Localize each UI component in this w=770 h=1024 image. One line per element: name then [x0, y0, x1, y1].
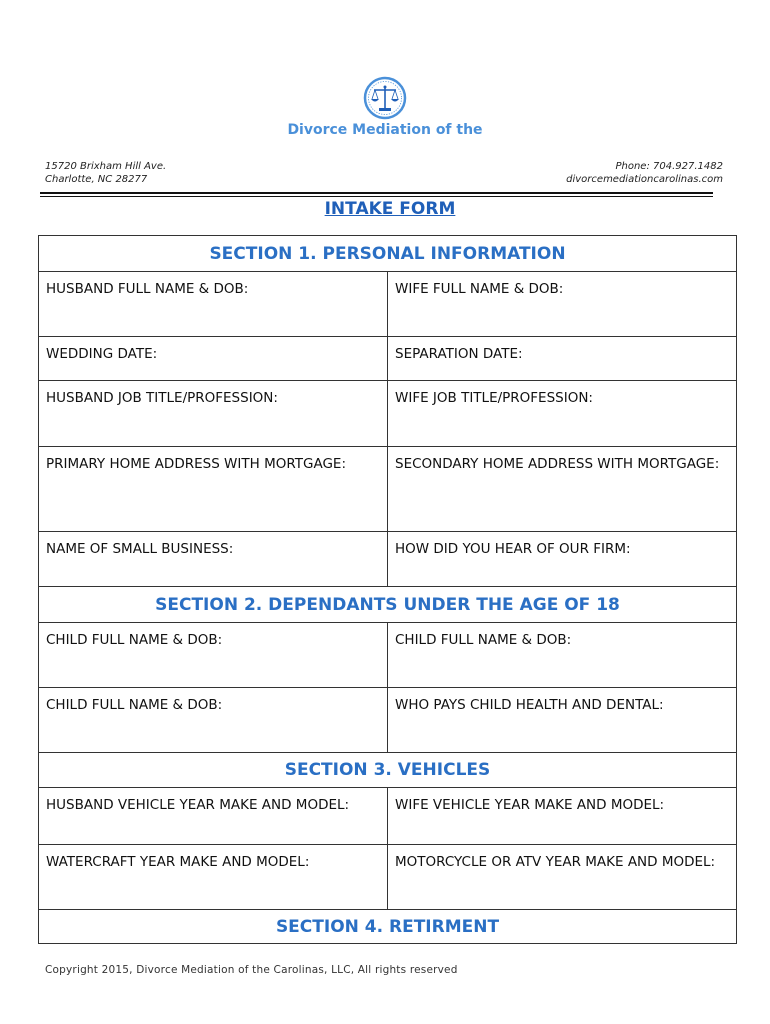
- table-row: [39, 845, 737, 910]
- table-row: [39, 788, 737, 845]
- section-2-title: SECTION 2. DEPENDANTS UNDER THE AGE OF 18: [39, 587, 737, 623]
- watercraft-field[interactable]: WATERCRAFT YEAR MAKE AND MODEL:: [39, 845, 388, 910]
- section-1-title: SECTION 1. PERSONAL INFORMATION: [39, 236, 737, 272]
- wedding-date-field[interactable]: WEDDING DATE:: [39, 337, 388, 381]
- husband-job-field[interactable]: HUSBAND JOB TITLE/PROFESSION:: [39, 381, 388, 447]
- organization-name: Divorce Mediation of the: [287, 122, 483, 138]
- table-row: [39, 532, 737, 587]
- scales-of-justice-logo-icon: [361, 76, 409, 120]
- contact-info: [566, 160, 723, 186]
- child-health-dental-payer-field[interactable]: WHO PAYS CHILD HEALTH AND DENTAL:: [388, 688, 737, 753]
- section-header-row: [39, 753, 737, 788]
- website-link[interactable]: divorcemediationcarolinas.com: [566, 174, 723, 185]
- section-3-title: SECTION 3. VEHICLES: [39, 753, 737, 788]
- wife-name-dob-field[interactable]: WIFE FULL NAME & DOB:: [388, 272, 737, 337]
- phone-number: Phone: 704.927.1482: [615, 161, 723, 172]
- husband-vehicle-field[interactable]: HUSBAND VEHICLE YEAR MAKE AND MODEL:: [39, 788, 388, 845]
- separation-date-field[interactable]: SEPARATION DATE:: [388, 337, 737, 381]
- primary-home-address-field[interactable]: PRIMARY HOME ADDRESS WITH MORTGAGE:: [39, 447, 388, 532]
- header-divider-thick: [40, 192, 713, 194]
- child-3-name-dob-field[interactable]: CHILD FULL NAME & DOB:: [39, 688, 388, 753]
- wife-vehicle-field[interactable]: WIFE VEHICLE YEAR MAKE AND MODEL:: [388, 788, 737, 845]
- referral-source-field[interactable]: HOW DID YOU HEAR OF OUR FIRM:: [388, 532, 737, 587]
- table-row: [39, 381, 737, 447]
- table-row: [39, 272, 737, 337]
- section-header-row: [39, 587, 737, 623]
- address-line-1: 15720 Brixham Hill Ave.: [45, 161, 167, 172]
- table-row: [39, 623, 737, 688]
- table-row: [39, 447, 737, 532]
- mailing-address: [45, 160, 166, 186]
- header-divider-thin: [40, 196, 713, 197]
- wife-job-field[interactable]: WIFE JOB TITLE/PROFESSION:: [388, 381, 737, 447]
- small-business-name-field[interactable]: NAME OF SMALL BUSINESS:: [39, 532, 388, 587]
- form-title: INTAKE FORM: [324, 199, 456, 219]
- section-header-row: [39, 236, 737, 272]
- section-4-title: SECTION 4. RETIRMENT: [39, 910, 737, 944]
- table-row: [39, 337, 737, 381]
- table-row: [39, 688, 737, 753]
- child-2-name-dob-field[interactable]: CHILD FULL NAME & DOB:: [388, 623, 737, 688]
- husband-name-dob-field[interactable]: HUSBAND FULL NAME & DOB:: [39, 272, 388, 337]
- section-header-row: [39, 910, 737, 944]
- intake-form-table: [38, 235, 737, 944]
- motorcycle-atv-field[interactable]: MOTORCYCLE OR ATV YEAR MAKE AND MODEL:: [388, 845, 737, 910]
- address-line-2: Charlotte, NC 28277: [45, 174, 148, 185]
- secondary-home-address-field[interactable]: SECONDARY HOME ADDRESS WITH MORTGAGE:: [388, 447, 737, 532]
- child-1-name-dob-field[interactable]: CHILD FULL NAME & DOB:: [39, 623, 388, 688]
- copyright-notice: Copyright 2015, Divorce Mediation of the Carolinas, LLC, All rights reserved: [45, 964, 458, 976]
